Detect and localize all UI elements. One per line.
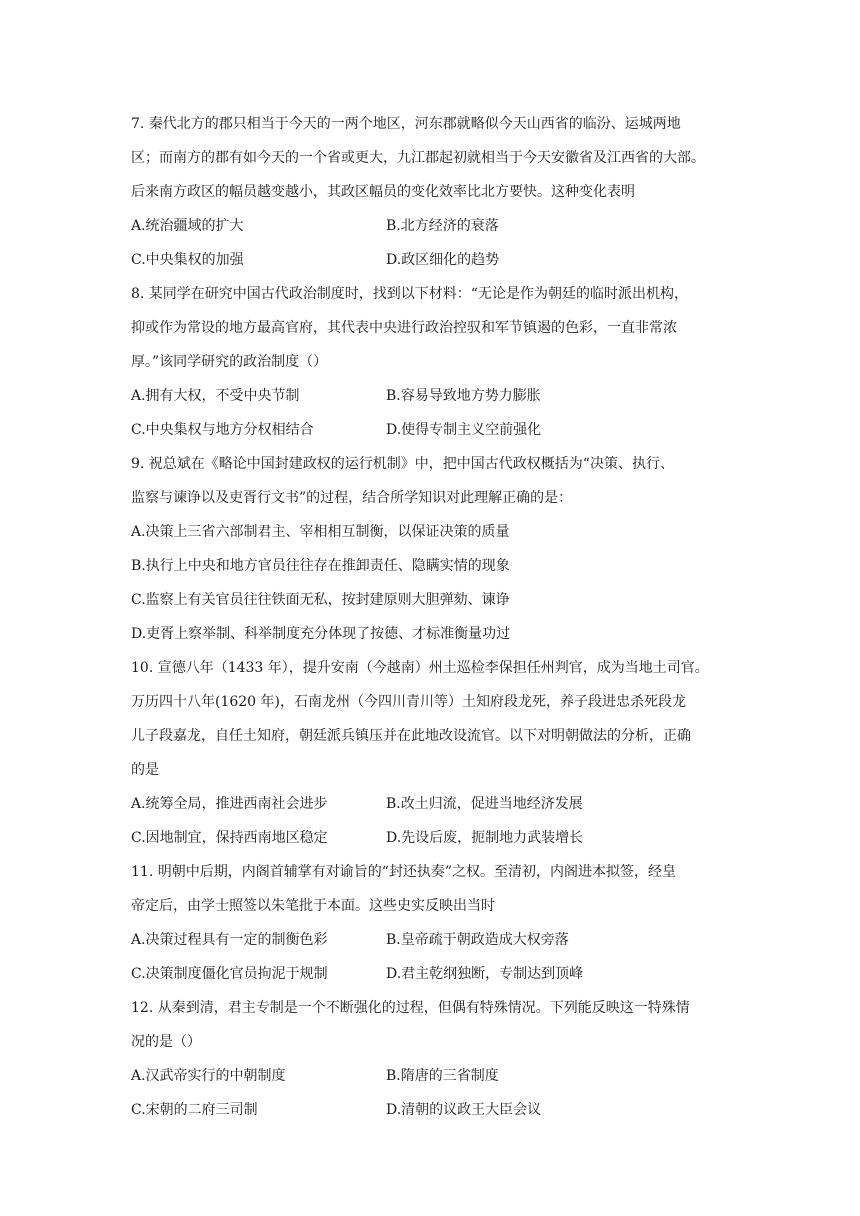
- question-text-line: 儿子段嘉龙，自任土知府，朝廷派兵镇压并在此地改设流官。以下对明朝做法的分析，正确: [131, 728, 691, 744]
- question-text-line: 帝定后，由学士照签以朱笔批于本面。这些史实反映出当时: [131, 898, 495, 914]
- options-row: [131, 1093, 731, 1127]
- options-row: [131, 379, 731, 413]
- question-text-line: 抑或作为常设的地方最高官府，其代表中央进行政治控驭和军节镇遏的色彩，一直非常浓: [131, 320, 677, 336]
- options-row: [131, 1059, 731, 1093]
- option-b[interactable]: B.隋唐的三省制度: [386, 1068, 499, 1084]
- option-b[interactable]: B.改土归流，促进当地经济发展: [386, 796, 583, 812]
- option-b[interactable]: B.容易导致地方势力膨胀: [386, 388, 541, 404]
- option-b[interactable]: B.皇帝疏于朝政造成大权旁落: [386, 932, 569, 948]
- option-a[interactable]: A.决策过程具有一定的制衡色彩: [131, 932, 328, 948]
- option-c[interactable]: C.因地制宜，保持西南地区稳定: [131, 830, 328, 846]
- option-c[interactable]: C.宋朝的二府三司制: [131, 1102, 258, 1118]
- question-12: [131, 991, 731, 1127]
- options-row: [131, 957, 731, 991]
- option-d[interactable]: D.君主乾纲独断，专制达到顶峰: [386, 966, 584, 982]
- question-8: [131, 277, 731, 447]
- option-a[interactable]: A.统筹全局，推进西南社会进步: [131, 796, 328, 812]
- question-text-line: 的是: [131, 762, 159, 778]
- option-c[interactable]: C.中央集权的加强: [131, 252, 244, 268]
- question-text-line: 况的是（）: [131, 1034, 201, 1050]
- question-list: [131, 107, 731, 1127]
- question-text-line: 监察与谏诤以及吏胥行文书”的过程，结合所学知识对此理解正确的是：: [131, 490, 573, 506]
- option-a[interactable]: A.拥有大权，不受中央节制: [131, 388, 300, 404]
- options-row: [131, 923, 731, 957]
- options-row: [131, 209, 731, 243]
- option-d[interactable]: D.使得专制主义空前强化: [386, 422, 542, 438]
- question-text-line: 9. 祝总斌在《略论中国封建政权的运行机制》中，把中国古代政权概括为“决策、执行、: [131, 456, 674, 472]
- options-row: [131, 243, 731, 277]
- option-d[interactable]: D.吏胥上察举制、科举制度充分体现了按德、才标准衡量功过: [131, 626, 511, 642]
- options-row: [131, 787, 731, 821]
- option-a[interactable]: A.决策上三省六部制君主、宰相相互制衡，以保证决策的质量: [131, 524, 510, 540]
- options-row: [131, 413, 731, 447]
- question-text-line: 12. 从秦到清，君主专制是一个不断强化的过程，但偶有特殊情况。下列能反映这一特殊情: [131, 1000, 690, 1016]
- question-text-line: 7. 秦代北方的郡只相当于今天的一两个地区，河东郡就略似今天山西省的临汾、运城两地: [131, 116, 681, 132]
- option-d[interactable]: D.先设后废，扼制地力武装增长: [386, 830, 584, 846]
- option-d[interactable]: D.政区细化的趋势: [386, 252, 500, 268]
- question-text-line: 万历四十八年(1620 年)，石南龙州（今四川青川等）土知府段龙死，养子段进忠杀死段龙: [131, 694, 687, 710]
- question-text-line: 10. 宣德八年（1433 年），提升安南（今越南）州土巡检李保担任州判官，成为当地土司官。: [131, 660, 709, 676]
- question-9: [131, 447, 731, 651]
- options-row: [131, 821, 731, 855]
- question-text-line: 后来南方政区的幅员越变越小，其政区幅员的变化效率比北方要快。这种变化表明: [131, 184, 635, 200]
- question-7: [131, 107, 731, 277]
- option-a[interactable]: A.汉武帝实行的中朝制度: [131, 1068, 286, 1084]
- question-text-line: 8. 某同学在研究中国古代政治制度时，找到以下材料：“无论是作为朝廷的临时派出机构，: [131, 286, 688, 302]
- question-text-line: 11. 明朝中后期，内阁首辅掌有对谕旨的“封还执奏”之权。至清初，内阁进本拟签，经皇: [131, 864, 677, 880]
- question-text-line: 区；而南方的郡有如今天的一个省或更大，九江郡起初就相当于今天安徽省及江西省的大部。: [131, 150, 705, 166]
- option-d[interactable]: D.清朝的议政王大臣会议: [386, 1102, 542, 1118]
- option-c[interactable]: C.决策制度僵化官员拘泥于规制: [131, 966, 328, 982]
- option-c[interactable]: C.监察上有关官员往往铁面无私，按封建原则大胆弹劾、谏诤: [131, 592, 510, 608]
- option-c[interactable]: C.中央集权与地方分权相结合: [131, 422, 314, 438]
- question-10: [131, 651, 731, 855]
- question-11: [131, 855, 731, 991]
- option-b[interactable]: B.北方经济的衰落: [386, 218, 499, 234]
- option-b[interactable]: B.执行上中央和地方官员往往存在推卸责任、隐瞒实情的现象: [131, 558, 510, 574]
- option-a[interactable]: A.统治疆域的扩大: [131, 218, 244, 234]
- question-text-line: 厚。”该同学研究的政治制度（）: [131, 354, 328, 370]
